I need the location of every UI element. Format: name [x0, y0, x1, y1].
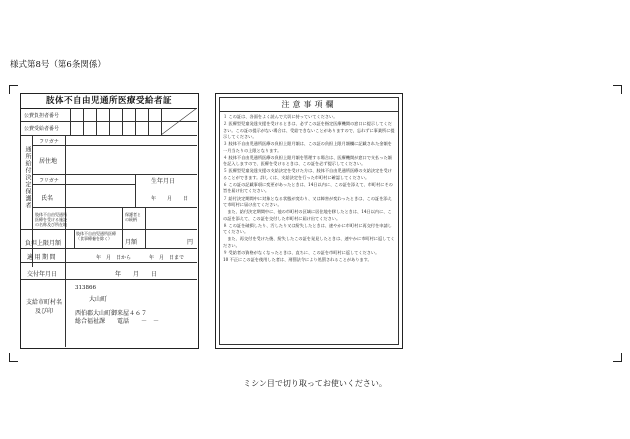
- birth-year: 年: [151, 196, 157, 202]
- crop-mark-top-right: [613, 85, 622, 94]
- issuer-address: 西伯郡大山町御来屋４６７: [75, 310, 148, 317]
- period-label: 適用期間: [27, 254, 58, 261]
- note-item: ６ この証の記載事項に変更があったときは、14日以内に、この証を添えて、市町村にその旨を届け出てください。: [223, 181, 393, 194]
- note-item: ５ 医療型児童発達支援の支給決定を受けた方は、肢体不自由児通所医療の支給決定を受けることができます。詳しくは、支給決定を行った市町村に確認してください。: [223, 168, 392, 180]
- issuer-town: 大山町: [89, 296, 108, 303]
- certificate-title: 肢体不自由児通所医療受給者証: [21, 94, 197, 109]
- note-item: １ この証は、各面をよく読んで大切に持っていてください。: [223, 114, 338, 119]
- notes-card: [215, 93, 403, 349]
- yen-label: 円: [187, 239, 194, 246]
- note-item: また、給付決定期間中に、他の市町村の区域に居住地を移したときは、14日以内に、この証を添えて、この証を交付した市町村に届け出てください。: [223, 209, 392, 221]
- issuer-phone: － －: [141, 318, 160, 325]
- birth-month: 月: [167, 196, 173, 202]
- crop-mark-top-left: [9, 85, 18, 94]
- cap-amount-label: 負担上限月額: [25, 240, 62, 247]
- furigana-label-2: フリガナ: [39, 178, 59, 184]
- note-item: また、再交付を受けた後、紛失したこの証を発見したときは、速やかに市町村に返してください。: [223, 236, 395, 248]
- birth-day: 日: [183, 196, 189, 202]
- note-item: ８ この証を破損したり、汚したり又は紛失したときは、速やかに市町村に再交付を申請してください。: [223, 222, 392, 235]
- address-label: 居住地: [39, 158, 58, 165]
- issue-date-label: 交付年月日: [27, 271, 58, 278]
- issuer-department: 総合福祉課: [75, 318, 106, 325]
- note-item: ４ 肢体不自由児通所医療の負担上限月額を管理する場合は、医療機関が窓口で支払った額を記入しますので、医療を受けるときは、この証を必ず提示してください。: [223, 154, 392, 167]
- guardian-relation-label: 保護者との続柄: [125, 212, 141, 223]
- diagonal-strike: [161, 108, 197, 135]
- recipient-certificate: [20, 93, 199, 349]
- note-item: ２ 医療型児童発達支援を受けるときは、必ずこの証を指定医療機関の窓口に提示してください。この証の提示がない場合は、受給できないことがありますので、忘れずに事業所に提示してください。: [223, 121, 395, 140]
- guardian-section-label: 通所給付決定保護者: [24, 146, 31, 209]
- note-item: ７ 給付決定期間中に対象となる状態が変わり、又は障害が変わったときは、この証を添えて市町村に届け出てください。: [223, 195, 392, 208]
- birthdate-label: 生年月日: [151, 178, 176, 185]
- recipient-number-label: 公費受給者番号: [24, 126, 60, 132]
- period-from: 年 月 日から: [96, 255, 132, 261]
- cut-instruction: ミシン目で切り取ってお使いください。: [243, 379, 387, 388]
- furigana-label: フリガナ: [39, 139, 59, 145]
- issuer-label: 支給市町村名及び印: [25, 299, 62, 315]
- period-to: 年 月 日まで: [149, 255, 185, 261]
- issue-date: 年 月 日: [115, 271, 158, 278]
- cap-detail-label: 肢体不自由児通所医療（食事療養を除く）: [76, 231, 116, 242]
- facility-label: 肢体不自由児通所医療を受ける施設の名称及び所在地: [35, 212, 67, 228]
- crop-mark-bottom-right: [613, 353, 622, 362]
- name-label: 氏名: [41, 195, 54, 202]
- monthly-label: 月額: [125, 239, 138, 246]
- payer-number-label: 公費負担者番号: [24, 113, 60, 119]
- issuer-postal: 313866: [75, 285, 96, 291]
- note-item: 10 不正にこの証を使用した者は、刑罰法令により処罰されることがあります。: [223, 257, 372, 263]
- crop-mark-bottom-left: [9, 353, 18, 362]
- issuer-phone-label: 電話: [117, 318, 130, 325]
- note-item: ９ 受給者の資格がなくなったときは、直ちに、この証を市町村に返してください。: [223, 249, 380, 255]
- notes-title: 注意事項欄: [220, 98, 398, 112]
- note-item: ３ 肢体不自由児通所医療の負担上限月額は、この証の負担上限月額欄に記載された金額を一月当たりの上限となります。: [223, 141, 392, 153]
- form-number-label: 様式第8号（第6条関係）: [10, 60, 106, 70]
- notes-list: [223, 114, 395, 264]
